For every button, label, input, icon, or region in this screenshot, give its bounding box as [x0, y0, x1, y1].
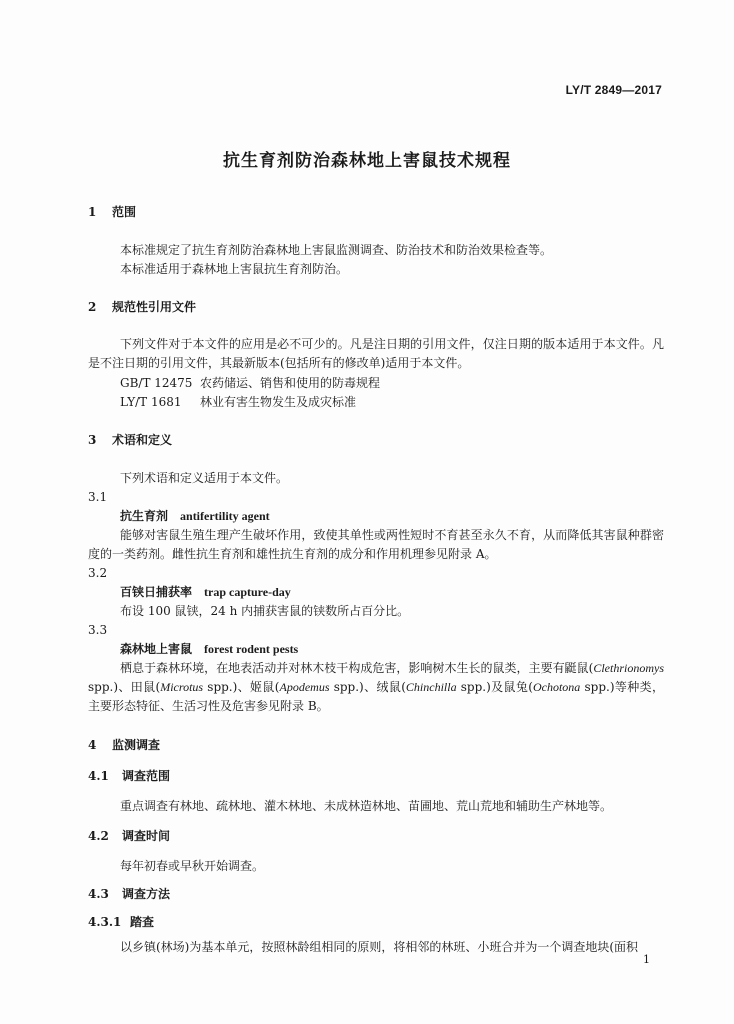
term-zh: 百铗日捕获率: [120, 585, 193, 599]
term-3-3-number: 3.3: [88, 623, 108, 637]
section-1-paragraph-2: 本标准适用于森林地上害鼠抗生育剂防治。: [120, 262, 349, 276]
term-zh: 抗生育剂: [120, 509, 169, 523]
section-title: 调查范围: [122, 769, 171, 783]
section-3-heading: [88, 431, 664, 450]
reference-item: [88, 374, 696, 393]
page-number: 1: [643, 953, 650, 966]
section-4-3-heading: [88, 885, 664, 904]
reference-item: [88, 393, 696, 412]
section-number: 4.3.1: [88, 915, 122, 929]
section-2-paragraph: 下列文件对于本文件的应用是必不可少的。凡是注日期的引用文件，仅注日期的版本适用于本文件。凡是不注日期的引用文件，其最新版本(包括所有的修改单)适用于本文件。: [88, 337, 664, 370]
section-4-2-heading: [88, 827, 664, 846]
reference-code: GB/T 12475: [120, 376, 193, 390]
section-title: 调查方法: [122, 887, 171, 901]
section-title: 踏查: [130, 915, 155, 929]
species-name: Apodemus: [279, 680, 330, 694]
term-zh: 森林地上害鼠: [120, 642, 193, 656]
section-4-1-heading: [88, 767, 664, 786]
term-3-2-definition: 布设 100 鼠铗，24 h 内捕获害鼠的铗数所占百分比。: [120, 604, 410, 618]
section-number: 4: [88, 738, 97, 752]
term-en: antifertility agent: [180, 509, 270, 523]
section-title: 术语和定义: [112, 433, 173, 447]
section-number: 4.2: [88, 829, 109, 843]
section-2-heading: [88, 298, 664, 317]
section-4-3-1-paragraph: 以乡镇(林场)为基本单元，按照林龄组相同的原则，将相邻的林班、小班合并为一个调查地块(面积: [120, 940, 639, 954]
reference-code: LY/T 1681: [120, 395, 182, 409]
section-number: 4.1: [88, 769, 109, 783]
section-1-heading: [88, 203, 664, 222]
species-name: Microtus: [160, 680, 204, 694]
section-title: 监测调查: [112, 738, 161, 752]
section-title: 规范性引用文件: [112, 300, 197, 314]
section-4-1-paragraph: 重点调查有林地、疏林地、灌木林地、未成林造林地、苗圃地、荒山荒地和辅助生产林地等。: [120, 799, 613, 813]
term-en: forest rodent pests: [204, 642, 299, 656]
term-en: trap capture-day: [204, 585, 291, 599]
section-title: 范围: [112, 205, 137, 219]
section-4-heading: [88, 736, 664, 755]
section-1-paragraph-1: 本标准规定了抗生育剂防治森林地上害鼠监测调查、防治技术和防治效果检查等。: [120, 243, 553, 257]
section-3-intro: 下列术语和定义适用于本文件。: [120, 471, 289, 485]
section-number: 1: [88, 205, 97, 219]
term-3-2-name: [88, 583, 696, 602]
term-3-1-definition: 能够对害鼠生殖生理产生破坏作用，致使其单性或两性短时不育甚至永久不育，从而降低其害鼠种群密度的一类药剂。雌性抗生育剂和雄性抗生育剂的成分和作用机理参见附录 A。: [88, 528, 664, 561]
species-name: Clethrionomys: [593, 661, 664, 675]
section-title: 调查时间: [122, 829, 171, 843]
term-3-3-definition: 栖息于森林环境，在地表活动并对林木枝干构成危害，影响树木生长的鼠类，主要有鼮鼠(Clethrionomys spp.)、田鼠(Microtus spp.)、姬鼠(Apodemus spp.)、绒鼠(Chinchilla spp.)及鼠兔(Ochotona spp.)等种类，主要形态特征、生活习性及危害参见附录 B。: [88, 661, 665, 713]
section-4-2-paragraph: 每年初春或早秋开始调查。: [120, 859, 265, 873]
term-3-1-number: 3.1: [88, 490, 108, 504]
section-number: 4.3: [88, 887, 109, 901]
section-number: 2: [88, 300, 97, 314]
section-number: 3: [88, 433, 97, 447]
species-name: Chinchilla: [405, 680, 457, 694]
document-title: 抗生育剂防治森林地上害鼠技术规程: [223, 151, 511, 171]
standard-code: LY/T 2849—2017: [565, 83, 662, 97]
reference-title: 农药储运、销售和使用的防毒规程: [200, 376, 381, 390]
term-3-1-name: [88, 507, 696, 526]
term-3-3-name: [88, 640, 696, 659]
reference-title: 林业有害生物发生及成灾标准: [200, 395, 357, 409]
term-3-2-number: 3.2: [88, 566, 108, 580]
species-name: Ochotona: [532, 680, 581, 694]
section-4-3-1-heading: [88, 913, 664, 932]
